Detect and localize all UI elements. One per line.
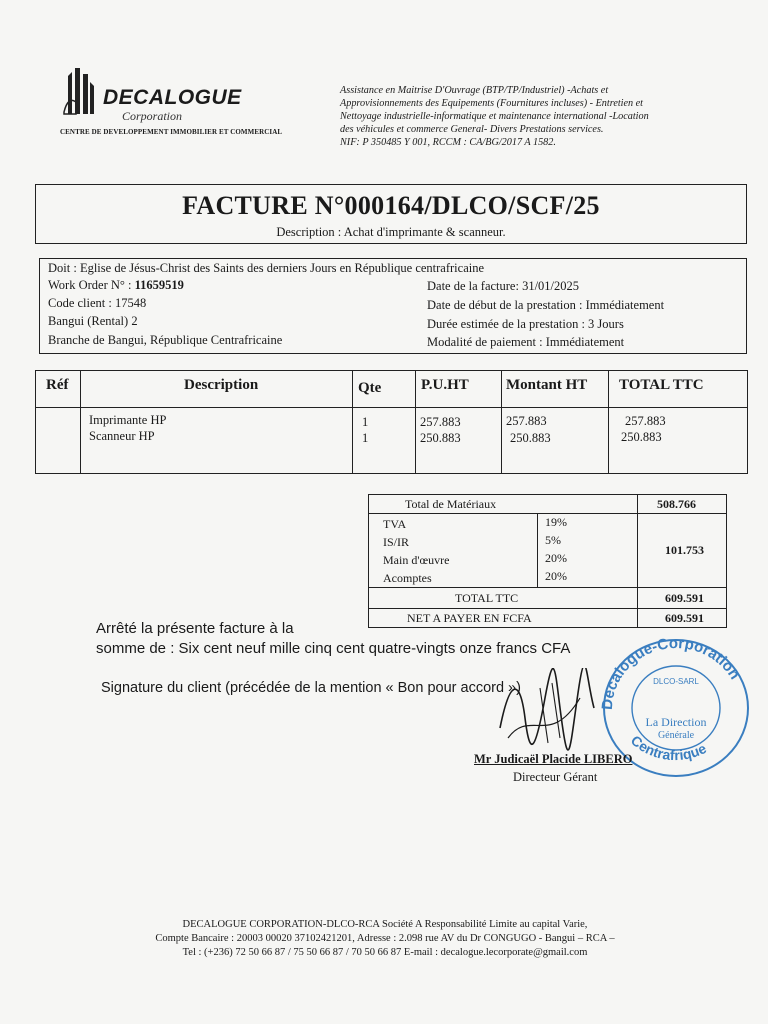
svg-text:Decalogue-Corporation xyxy=(599,635,743,711)
work-order-line xyxy=(48,278,184,293)
activity-line: Assistance en Maitrise D'Ouvrage (BTP/TP/Industriel) -Achats et xyxy=(340,85,609,96)
item-montant: 250.883 xyxy=(510,431,551,445)
branch-line: Branche de Bangui, République Centrafricaine xyxy=(48,333,283,347)
tax-label-acomptes: Acomptes xyxy=(383,571,432,585)
column-header-pu: P.U.HT xyxy=(421,377,469,393)
item-pu: 250.883 xyxy=(420,431,461,445)
footer-email-link[interactable]: decalogue.lecorporate@gmail.com xyxy=(440,947,588,958)
doit-line: Doit : Eglise de Jésus-Christ des Saints des derniers Jours en République centrafricaine xyxy=(48,261,485,275)
tax-label-isir: IS/IR xyxy=(383,535,410,549)
stamp-inner-line1: La Direction xyxy=(645,715,707,729)
activity-line: Approvisionnements des Equipements (Fournitures incluses) - Entretien et xyxy=(340,98,644,109)
invoice-title: FACTURE N°000164/DLCO/SCF/25 xyxy=(182,191,600,220)
items-table xyxy=(35,370,748,474)
activity-line: Nettoyage industrielle-informatique et maintenance international -Location xyxy=(340,111,649,122)
tax-label-main-oeuvre: Main d'œuvre xyxy=(383,553,450,567)
signer-role: Directeur Gérant xyxy=(513,770,598,784)
column-header-description: Description xyxy=(184,377,259,393)
tax-rate-tva: 19% xyxy=(545,515,567,529)
tax-rate-isir: 5% xyxy=(545,533,561,547)
building-bars-icon xyxy=(62,66,96,118)
start-date: Date de début de la prestation : Immédiatement xyxy=(427,298,665,312)
invoice-title-box xyxy=(35,184,747,244)
tax-label-tva: TVA xyxy=(383,517,407,531)
footer-company-line: DECALOGUE CORPORATION-DLCO-RCA Société A Responsabilité Limite au capital Varie, xyxy=(182,919,588,930)
footer xyxy=(60,918,710,960)
footer-phone: Tel : (+236) 72 50 66 87 / 75 50 66 87 / 70 50 66 87 E-mail : xyxy=(182,947,441,958)
column-header-total: TOTAL TTC xyxy=(619,377,704,393)
item-montant: 257.883 xyxy=(506,414,547,428)
estimated-duration: Durée estimée de la prestation : 3 Jours xyxy=(427,317,624,331)
net-payable-label: NET A PAYER EN FCFA xyxy=(407,611,532,625)
company-logo-name: DECALOGUE xyxy=(103,86,242,109)
invoice-description: Description : Achat d'imprimante & scanneur. xyxy=(276,225,506,239)
work-order-label: Work Order N° : xyxy=(48,278,135,292)
materials-total-label: Total de Matériaux xyxy=(405,497,497,511)
footer-bank-line: Compte Bancaire : 20003 00020 37102421201, Adresse : 2.098 rue AV du Dr CONGUGO - Bangui – RCA – xyxy=(155,933,615,944)
column-header-ref: Réf xyxy=(46,377,69,393)
location-line: Bangui (Rental) 2 xyxy=(48,314,138,328)
tax-rate-main-oeuvre: 20% xyxy=(545,551,567,565)
total-ttc-label: TOTAL TTC xyxy=(455,591,519,605)
column-header-qte: Qte xyxy=(358,380,382,396)
net-payable-value: 609.591 xyxy=(665,611,704,625)
company-tagline: CENTRE DE DEVELOPPEMENT IMMOBILIER ET COMMERCIAL xyxy=(60,128,283,136)
arrete-line: Arrêté la présente facture à la xyxy=(96,620,294,637)
item-description: Imprimante HP xyxy=(89,413,167,427)
item-total: 250.883 xyxy=(621,430,662,444)
client-info-box xyxy=(39,258,747,354)
amount-in-words: somme de : Six cent neuf mille cinq cent quatre-vingts onze francs CFA xyxy=(96,640,571,657)
registration-line: NIF: P 350485 Y 001, RCCM : CA/BG/2017 A 1582. xyxy=(340,137,556,148)
item-qte: 1 xyxy=(362,415,369,429)
totals-table xyxy=(368,494,727,628)
signer-name: Mr Judicaël Placide LIBERO xyxy=(474,752,633,766)
company-logo-subtitle: Corporation xyxy=(122,109,183,123)
column-header-montant: Montant HT xyxy=(506,377,588,393)
code-client-line: Code client : 17548 xyxy=(48,296,147,310)
activity-line: des véhicules et commerce General- Divers Prestations services. xyxy=(340,124,604,135)
item-pu: 257.883 xyxy=(420,415,461,429)
company-activities xyxy=(340,84,740,149)
materials-total-value: 508.766 xyxy=(657,497,696,511)
invoice-date: Date de la facture: 31/01/2025 xyxy=(427,279,580,293)
item-qte: 1 xyxy=(362,431,369,445)
tax-rate-acomptes: 20% xyxy=(545,569,567,583)
handwritten-signature xyxy=(490,668,610,758)
total-ttc-value: 609.591 xyxy=(665,591,704,605)
item-description: Scanneur HP xyxy=(89,429,155,443)
taxes-value: 101.753 xyxy=(665,543,704,557)
stamp-inner-top: DLCO-SARL xyxy=(653,677,699,686)
work-order-number: 11659519 xyxy=(134,278,184,292)
item-total: 257.883 xyxy=(625,414,666,428)
client-signature-line: Signature du client (précédée de la mention « Bon pour accord ») xyxy=(101,680,521,696)
stamp-bottom-text: Centrafrique xyxy=(627,732,709,764)
stamp-inner-line2: Générale xyxy=(657,730,695,741)
stamp-outer-text: Decalogue-Corporation xyxy=(598,634,744,711)
payment-terms: Modalité de paiement : Immédiatement xyxy=(427,335,625,349)
footer-contact-line xyxy=(60,946,710,960)
